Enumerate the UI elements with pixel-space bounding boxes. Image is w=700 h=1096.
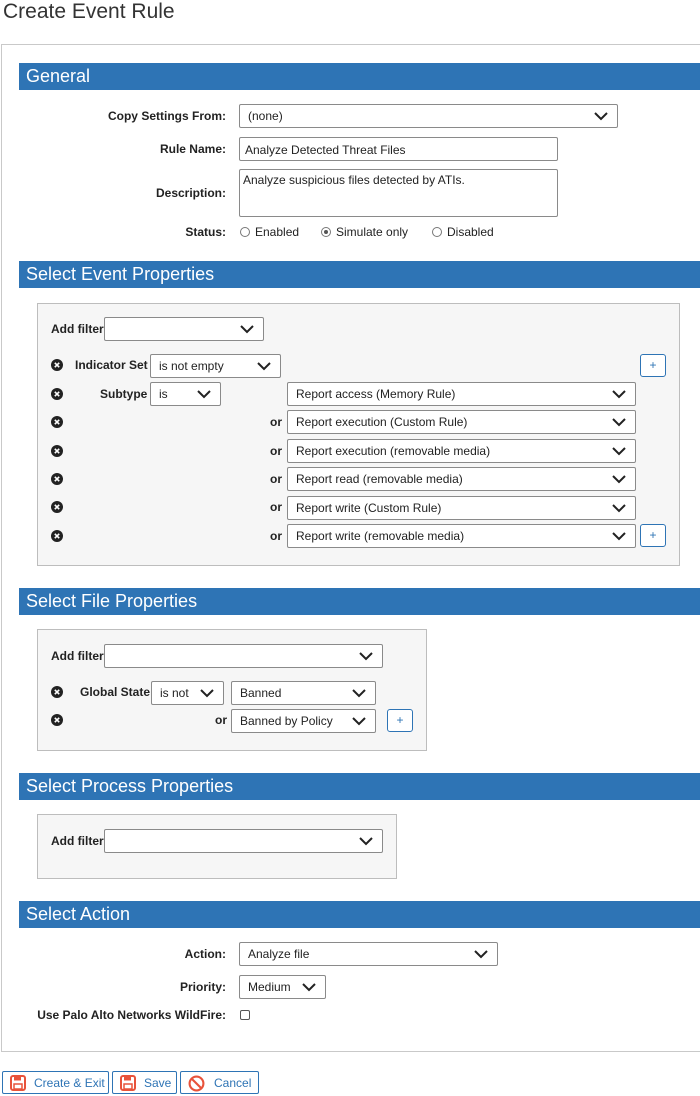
remove-filter-icon[interactable] [51, 388, 63, 400]
action-label: Action: [184, 947, 226, 961]
chevron-down-icon [611, 446, 627, 456]
section-header-action: Select Action [19, 901, 700, 928]
remove-filter-icon[interactable] [51, 530, 63, 542]
remove-filter-icon[interactable] [51, 714, 63, 726]
cancel-button[interactable] [180, 1071, 259, 1094]
chevron-down-icon [196, 389, 212, 399]
or-label: or [270, 472, 282, 486]
global-state-value-select[interactable] [231, 709, 376, 733]
subtype-value: Report write (Custom Rule) [296, 501, 442, 515]
status-enabled-radio[interactable] [240, 227, 250, 237]
cancel-label: Cancel [214, 1076, 252, 1090]
status-simulate-radio[interactable] [321, 227, 331, 237]
rule-name-input[interactable]: Analyze Detected Threat Files [239, 137, 558, 161]
save-label: Save [144, 1076, 172, 1090]
subtype-value-select[interactable] [287, 524, 636, 548]
add-subtype-button[interactable]: + [640, 524, 666, 547]
description-label: Description: [155, 186, 226, 200]
page-title: Create Event Rule [3, 0, 175, 23]
chevron-down-icon [611, 531, 627, 541]
chevron-down-icon [199, 688, 215, 698]
save-button[interactable] [112, 1071, 177, 1094]
chevron-down-icon [358, 836, 374, 846]
global-state-value: Banned [240, 686, 282, 700]
indicator-operator-value: is not empty [159, 359, 224, 373]
save-icon [120, 1075, 136, 1091]
subtype-value: Report execution (removable media) [296, 444, 491, 458]
action-select[interactable] [239, 942, 498, 966]
subtype-label: Subtype [100, 387, 148, 401]
copy-settings-select[interactable] [239, 104, 618, 128]
rule-name-label: Rule Name: [159, 142, 226, 156]
subtype-value-select[interactable] [287, 410, 636, 434]
chevron-down-icon [351, 716, 367, 726]
wildfire-label: Use Palo Alto Networks WildFire: [37, 1008, 226, 1022]
subtype-operator-value: is [159, 387, 168, 401]
subtype-value: Report read (removable media) [296, 472, 463, 486]
action-value: Analyze file [248, 947, 310, 961]
subtype-value: Report access (Memory Rule) [296, 387, 456, 401]
remove-filter-icon[interactable] [51, 501, 63, 513]
global-state-value-select[interactable] [231, 681, 376, 705]
remove-filter-icon[interactable] [51, 686, 63, 698]
create-exit-button[interactable] [2, 1071, 109, 1094]
chevron-down-icon [611, 474, 627, 484]
create-exit-label: Create & Exit [34, 1076, 105, 1090]
copy-settings-label: Copy Settings From: [107, 109, 226, 123]
wildfire-checkbox[interactable] [240, 1010, 250, 1020]
status-label: Status: [185, 225, 226, 239]
cancel-icon [188, 1075, 205, 1092]
or-label: or [270, 500, 282, 514]
chevron-down-icon [301, 982, 317, 992]
copy-settings-value: (none) [248, 109, 283, 123]
remove-filter-icon[interactable] [51, 359, 63, 371]
add-indicator-button[interactable]: + [640, 354, 666, 377]
description-textarea[interactable]: Analyze suspicious files detected by ATIs. [239, 169, 558, 217]
process-add-filter-label: Add filter [51, 834, 104, 848]
chevron-down-icon [351, 688, 367, 698]
or-label: or [215, 713, 227, 727]
chevron-down-icon [358, 651, 374, 661]
subtype-value: Report execution (Custom Rule) [296, 415, 468, 429]
priority-label: Priority: [179, 980, 226, 994]
remove-filter-icon[interactable] [51, 416, 63, 428]
chevron-down-icon [473, 949, 489, 959]
indicator-operator-select[interactable] [150, 354, 281, 378]
subtype-value: Report write (removable media) [296, 529, 465, 543]
status-disabled-label: Disabled [447, 225, 494, 239]
subtype-value-select[interactable] [287, 496, 636, 520]
subtype-value-select[interactable] [287, 467, 636, 491]
priority-select[interactable] [239, 975, 326, 999]
status-simulate-label: Simulate only [336, 225, 409, 239]
global-state-operator-select[interactable] [151, 681, 224, 705]
priority-value: Medium [248, 980, 291, 994]
subtype-value-select[interactable] [287, 382, 636, 406]
indicator-set-label: Indicator Set [75, 358, 148, 372]
chevron-down-icon [611, 389, 627, 399]
chevron-down-icon [611, 503, 627, 513]
section-header-file-properties: Select File Properties [19, 588, 700, 615]
global-state-label: Global State [80, 685, 151, 699]
chevron-down-icon [593, 111, 609, 121]
or-label: or [270, 444, 282, 458]
chevron-down-icon [256, 361, 272, 371]
file-add-filter-label: Add filter [51, 649, 104, 663]
remove-filter-icon[interactable] [51, 445, 63, 457]
or-label: or [270, 529, 282, 543]
event-add-filter-label: Add filter [51, 322, 104, 336]
global-state-value: Banned by Policy [240, 714, 333, 728]
chevron-down-icon [611, 417, 627, 427]
section-header-process-properties: Select Process Properties [19, 773, 700, 800]
add-global-state-button[interactable]: + [387, 709, 413, 732]
global-state-operator-value: is not [160, 686, 189, 700]
or-label: or [270, 415, 282, 429]
remove-filter-icon[interactable] [51, 473, 63, 485]
subtype-operator-select[interactable] [150, 382, 221, 406]
process-add-filter-select[interactable] [104, 829, 383, 853]
status-disabled-radio[interactable] [432, 227, 442, 237]
event-add-filter-select[interactable] [104, 317, 264, 341]
file-add-filter-select[interactable] [104, 644, 383, 668]
section-header-general: General [19, 63, 700, 90]
status-enabled-label: Enabled [255, 225, 300, 239]
save-icon [10, 1075, 26, 1091]
subtype-value-select[interactable] [287, 439, 636, 463]
chevron-down-icon [239, 324, 255, 334]
section-header-event-properties: Select Event Properties [19, 261, 700, 288]
